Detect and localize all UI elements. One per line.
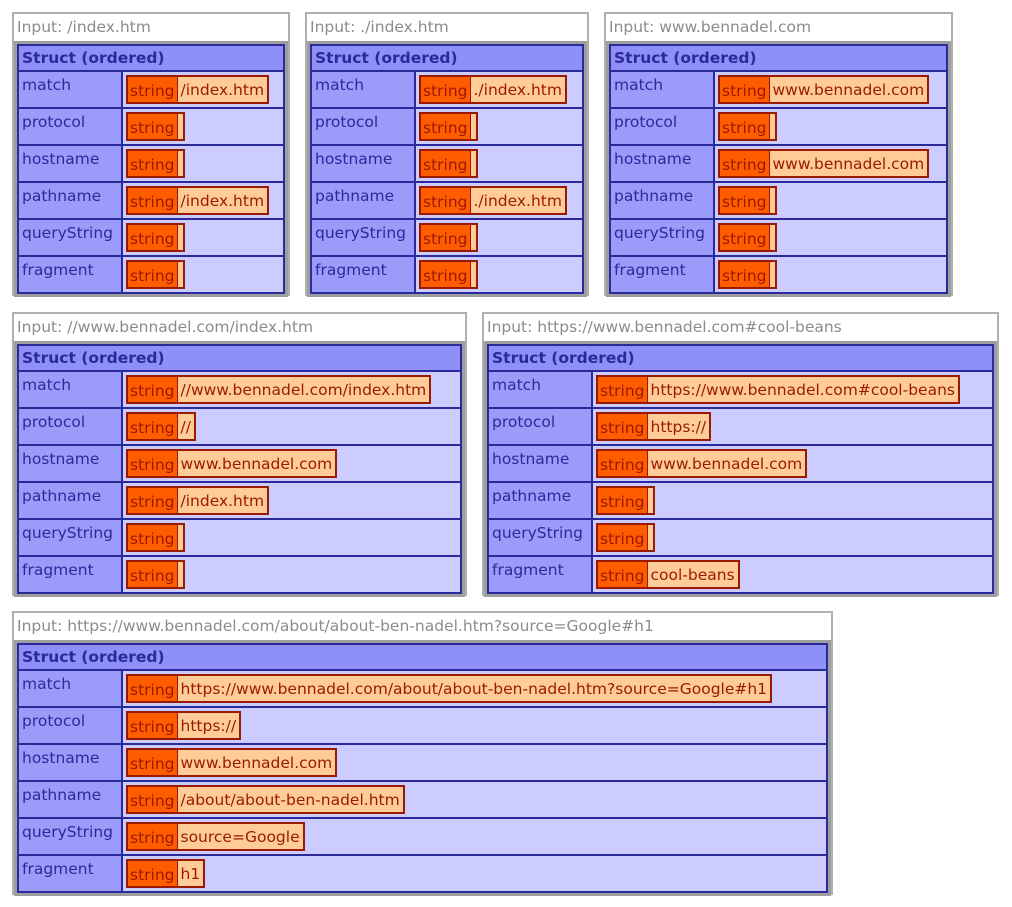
string-text — [770, 262, 775, 287]
struct-row — [18, 108, 284, 145]
string-value[interactable] — [126, 149, 185, 178]
struct-row — [488, 556, 993, 593]
string-text: www.bennadel.com — [178, 750, 336, 775]
string-value[interactable] — [126, 75, 269, 104]
struct-header[interactable]: Struct (ordered) — [610, 45, 947, 71]
string-text — [178, 525, 183, 550]
struct-row — [488, 519, 993, 556]
struct-key-pathname[interactable]: pathname — [610, 182, 714, 219]
string-value[interactable] — [126, 375, 431, 404]
struct-key-protocol[interactable]: protocol — [311, 108, 415, 145]
panel-input-title: Input: //www.bennadel.com/index.htm — [17, 318, 314, 336]
struct-key-match[interactable]: match — [18, 371, 122, 408]
string-text: /index.htm — [178, 77, 268, 102]
struct-key-match[interactable]: match — [488, 371, 592, 408]
string-value[interactable] — [596, 523, 655, 552]
struct-container — [14, 41, 288, 297]
panel-input-title: Input: https://www.bennadel.com/about/about-ben-nadel.htm?source=Google#h1 — [17, 617, 654, 635]
struct-key-pathname[interactable]: pathname — [488, 482, 592, 519]
struct-key-hostname[interactable]: hostname — [18, 445, 122, 482]
struct-row — [18, 145, 284, 182]
string-text: www.bennadel.com — [770, 151, 928, 176]
string-value[interactable] — [126, 449, 337, 478]
struct-value-cell — [122, 556, 461, 593]
struct-row — [311, 256, 583, 293]
string-text: /index.htm — [178, 488, 268, 513]
string-value[interactable] — [126, 859, 205, 888]
struct-value-cell — [592, 519, 993, 556]
string-value[interactable] — [718, 186, 777, 215]
struct-container — [14, 341, 465, 597]
string-text: https:// — [178, 713, 240, 738]
string-value[interactable] — [596, 560, 740, 589]
struct-key-match[interactable]: match — [610, 71, 714, 108]
string-type-label: string — [128, 451, 178, 476]
struct-value-cell — [122, 108, 284, 145]
struct-value-cell — [415, 256, 583, 293]
string-type-label: string — [128, 77, 178, 102]
struct-container — [484, 341, 997, 597]
string-type-label: string — [598, 377, 648, 402]
string-text: source=Google — [178, 824, 303, 849]
string-value[interactable] — [718, 75, 929, 104]
string-type-label: string — [128, 676, 178, 701]
string-value[interactable] — [419, 186, 567, 215]
struct-key-querystring[interactable]: queryString — [610, 219, 714, 256]
struct-row — [18, 371, 461, 408]
struct-value-cell — [122, 408, 461, 445]
struct-value-cell — [122, 482, 461, 519]
struct-key-pathname[interactable]: pathname — [18, 482, 122, 519]
string-type-label: string — [421, 151, 471, 176]
struct-row — [18, 781, 827, 818]
string-text — [471, 225, 476, 250]
string-type-label: string — [598, 525, 648, 550]
struct-key-protocol[interactable]: protocol — [488, 408, 592, 445]
struct-row — [610, 256, 947, 293]
dump-panel — [482, 312, 999, 596]
struct-container — [307, 41, 587, 297]
struct-value-cell — [592, 482, 993, 519]
string-type-label: string — [421, 225, 471, 250]
string-text: h1 — [178, 861, 204, 886]
string-value[interactable] — [126, 523, 185, 552]
string-text — [471, 151, 476, 176]
string-type-label: string — [720, 77, 770, 102]
string-type-label: string — [128, 262, 178, 287]
struct-key-protocol[interactable]: protocol — [18, 707, 122, 744]
struct-row — [311, 108, 583, 145]
string-type-label: string — [720, 188, 770, 213]
dump-panel — [12, 611, 833, 895]
string-value[interactable] — [419, 260, 478, 289]
string-text: www.bennadel.com — [770, 77, 928, 102]
struct-row — [18, 482, 461, 519]
struct-key-querystring[interactable]: queryString — [18, 519, 122, 556]
string-text: /index.htm — [178, 188, 268, 213]
string-type-label: string — [421, 114, 471, 139]
struct-key-hostname[interactable]: hostname — [18, 145, 122, 182]
struct-row — [488, 445, 993, 482]
struct-key-pathname[interactable]: pathname — [18, 781, 122, 818]
struct-key-hostname[interactable]: hostname — [18, 744, 122, 781]
string-type-label: string — [128, 562, 178, 587]
struct-row — [488, 482, 993, 519]
struct-key-hostname[interactable]: hostname — [311, 145, 415, 182]
struct-row — [18, 408, 461, 445]
struct-value-cell — [122, 219, 284, 256]
struct-key-querystring[interactable]: queryString — [488, 519, 592, 556]
struct-value-cell — [122, 744, 827, 781]
struct-value-cell — [592, 445, 993, 482]
struct-value-cell — [714, 219, 947, 256]
string-text — [471, 114, 476, 139]
string-text: //www.bennadel.com/index.htm — [178, 377, 430, 402]
struct-table — [17, 344, 462, 594]
string-type-label: string — [720, 114, 770, 139]
string-value[interactable] — [126, 412, 196, 441]
struct-value-cell — [122, 781, 827, 818]
string-value[interactable] — [126, 822, 305, 851]
string-text — [178, 262, 183, 287]
string-value[interactable] — [126, 186, 269, 215]
struct-value-cell — [415, 182, 583, 219]
struct-key-fragment[interactable]: fragment — [311, 256, 415, 293]
struct-key-fragment[interactable]: fragment — [18, 256, 122, 293]
string-type-label: string — [128, 114, 178, 139]
struct-key-querystring[interactable]: queryString — [311, 219, 415, 256]
string-text — [178, 225, 183, 250]
string-text — [770, 225, 775, 250]
struct-value-cell — [714, 71, 947, 108]
string-value[interactable] — [126, 486, 269, 515]
struct-row — [610, 71, 947, 108]
struct-row — [18, 855, 827, 892]
string-text: // — [178, 414, 194, 439]
string-type-label: string — [720, 151, 770, 176]
struct-row — [610, 108, 947, 145]
struct-value-cell — [714, 182, 947, 219]
struct-row — [18, 744, 827, 781]
struct-row — [18, 182, 284, 219]
string-text: cool-beans — [648, 562, 738, 587]
string-type-label: string — [128, 225, 178, 250]
string-text — [178, 151, 183, 176]
string-value[interactable] — [126, 112, 185, 141]
string-text — [471, 262, 476, 287]
struct-header[interactable]: Struct (ordered) — [488, 345, 993, 371]
string-type-label: string — [421, 188, 471, 213]
string-type-label: string — [128, 787, 178, 812]
string-type-label: string — [128, 377, 178, 402]
struct-key-match[interactable]: match — [18, 670, 122, 707]
struct-key-hostname[interactable]: hostname — [488, 445, 592, 482]
string-text: www.bennadel.com — [648, 451, 806, 476]
struct-value-cell — [122, 371, 461, 408]
string-type-label: string — [128, 488, 178, 513]
struct-row — [311, 145, 583, 182]
string-value[interactable] — [419, 75, 567, 104]
dump-panel — [12, 312, 467, 596]
struct-row — [18, 556, 461, 593]
struct-value-cell — [415, 108, 583, 145]
struct-row — [610, 182, 947, 219]
struct-header[interactable]: Struct (ordered) — [18, 644, 827, 670]
dump-panel — [604, 12, 953, 296]
struct-value-cell — [122, 707, 827, 744]
struct-value-cell — [592, 408, 993, 445]
struct-value-cell — [122, 256, 284, 293]
struct-value-cell — [122, 519, 461, 556]
struct-row — [488, 408, 993, 445]
struct-key-match[interactable]: match — [18, 71, 122, 108]
string-type-label: string — [720, 262, 770, 287]
string-value[interactable] — [126, 748, 337, 777]
string-text: https://www.bennadel.com#cool-beans — [648, 377, 958, 402]
string-value[interactable] — [718, 112, 777, 141]
struct-row — [311, 71, 583, 108]
panel-input-title: Input: ./index.htm — [310, 18, 449, 36]
string-value[interactable] — [718, 260, 777, 289]
string-value[interactable] — [596, 375, 960, 404]
struct-row — [18, 219, 284, 256]
struct-row — [18, 445, 461, 482]
dump-panel — [12, 12, 290, 296]
struct-key-pathname[interactable]: pathname — [18, 182, 122, 219]
string-type-label: string — [421, 77, 471, 102]
struct-value-cell — [592, 556, 993, 593]
struct-value-cell — [714, 256, 947, 293]
struct-row — [18, 707, 827, 744]
struct-key-querystring[interactable]: queryString — [18, 219, 122, 256]
string-text: /about/about-ben-nadel.htm — [178, 787, 403, 812]
struct-row — [610, 219, 947, 256]
string-type-label: string — [128, 414, 178, 439]
string-value[interactable] — [718, 149, 929, 178]
struct-key-protocol[interactable]: protocol — [18, 408, 122, 445]
string-value[interactable] — [126, 260, 185, 289]
string-type-label: string — [128, 151, 178, 176]
struct-key-hostname[interactable]: hostname — [610, 145, 714, 182]
struct-value-cell — [714, 108, 947, 145]
struct-table — [487, 344, 994, 594]
string-value[interactable] — [718, 223, 777, 252]
string-value[interactable] — [419, 112, 478, 141]
string-text: ./index.htm — [471, 77, 565, 102]
struct-value-cell — [714, 145, 947, 182]
struct-value-cell — [415, 71, 583, 108]
struct-key-querystring[interactable]: queryString — [18, 818, 122, 855]
struct-row — [311, 182, 583, 219]
string-value[interactable] — [126, 674, 772, 703]
string-type-label: string — [128, 188, 178, 213]
string-text — [648, 525, 653, 550]
struct-value-cell — [122, 818, 827, 855]
struct-row — [610, 145, 947, 182]
string-type-label: string — [128, 750, 178, 775]
struct-key-pathname[interactable]: pathname — [311, 182, 415, 219]
struct-key-fragment[interactable]: fragment — [488, 556, 592, 593]
struct-value-cell — [122, 145, 284, 182]
string-text: www.bennadel.com — [178, 451, 336, 476]
panel-input-title: Input: https://www.bennadel.com#cool-beans — [487, 318, 842, 336]
dump-panel — [305, 12, 589, 296]
struct-table — [310, 44, 584, 294]
struct-key-fragment[interactable]: fragment — [18, 855, 122, 892]
panel-input-title: Input: /index.htm — [17, 18, 151, 36]
struct-value-cell — [122, 445, 461, 482]
string-value[interactable] — [126, 711, 241, 740]
struct-header[interactable]: Struct (ordered) — [18, 345, 461, 371]
string-text — [178, 562, 183, 587]
panel-input-title: Input: www.bennadel.com — [609, 18, 812, 36]
string-text: https://www.bennadel.com/about/about-ben-nadel.htm?source=Google#h1 — [178, 676, 771, 701]
struct-value-cell — [592, 371, 993, 408]
struct-key-fragment[interactable]: fragment — [18, 556, 122, 593]
struct-container — [14, 640, 831, 896]
string-value[interactable] — [126, 560, 185, 589]
struct-row — [18, 256, 284, 293]
struct-key-protocol[interactable]: protocol — [610, 108, 714, 145]
string-type-label: string — [128, 525, 178, 550]
string-text: ./index.htm — [471, 188, 565, 213]
struct-row — [18, 670, 827, 707]
struct-value-cell — [122, 855, 827, 892]
struct-table — [609, 44, 948, 294]
string-text — [648, 488, 653, 513]
string-text — [178, 114, 183, 139]
struct-key-fragment[interactable]: fragment — [610, 256, 714, 293]
string-type-label: string — [128, 713, 178, 738]
struct-value-cell — [122, 182, 284, 219]
string-value[interactable] — [596, 486, 655, 515]
string-text — [770, 188, 775, 213]
string-value[interactable] — [126, 223, 185, 252]
struct-value-cell — [122, 71, 284, 108]
struct-row — [18, 71, 284, 108]
string-type-label: string — [720, 225, 770, 250]
struct-value-cell — [415, 145, 583, 182]
struct-row — [18, 519, 461, 556]
struct-table — [17, 643, 828, 893]
string-value[interactable] — [419, 149, 478, 178]
string-type-label: string — [598, 562, 648, 587]
struct-key-protocol[interactable]: protocol — [18, 108, 122, 145]
string-value[interactable] — [596, 449, 807, 478]
string-type-label: string — [128, 861, 178, 886]
string-text — [770, 114, 775, 139]
string-type-label: string — [128, 824, 178, 849]
struct-value-cell — [415, 219, 583, 256]
struct-row — [311, 219, 583, 256]
struct-header[interactable]: Struct (ordered) — [311, 45, 583, 71]
struct-container — [606, 41, 951, 297]
string-type-label: string — [598, 451, 648, 476]
struct-header[interactable]: Struct (ordered) — [18, 45, 284, 71]
string-text: https:// — [648, 414, 710, 439]
struct-value-cell — [122, 670, 827, 707]
string-type-label: string — [598, 488, 648, 513]
string-value[interactable] — [126, 785, 405, 814]
string-value[interactable] — [419, 223, 478, 252]
string-value[interactable] — [596, 412, 711, 441]
struct-table — [17, 44, 285, 294]
string-type-label: string — [421, 262, 471, 287]
struct-row — [488, 371, 993, 408]
struct-row — [18, 818, 827, 855]
struct-key-match[interactable]: match — [311, 71, 415, 108]
string-type-label: string — [598, 414, 648, 439]
